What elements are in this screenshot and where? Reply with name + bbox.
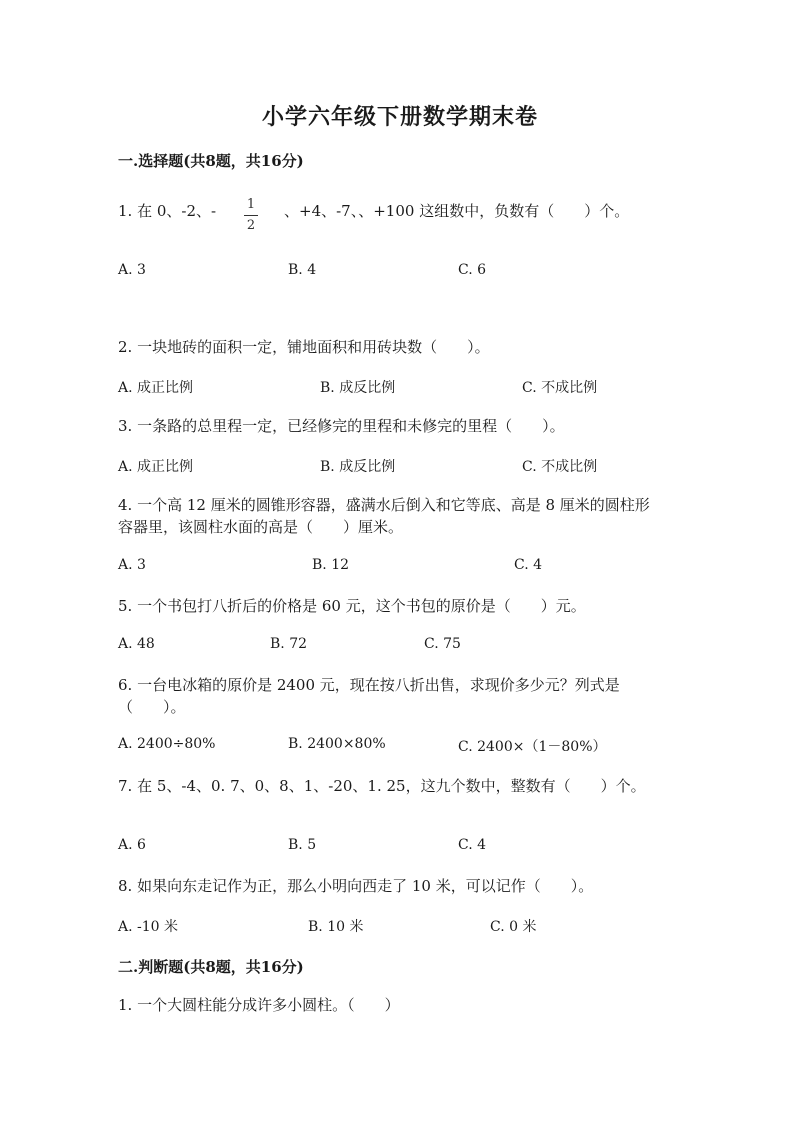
q7-option-b: B. 5 (288, 837, 317, 853)
judgement-question-1: 1. 一个大圆柱能分成许多小圆柱。（ ） (118, 996, 400, 1014)
question-6-line-2: （ ）。 (118, 698, 186, 716)
q8-option-a: A. -10 米 (118, 919, 179, 935)
q5-option-a: A. 48 (118, 636, 155, 652)
section-heading-choice: 一.选择题(共8题，共16分) (118, 152, 304, 170)
q2-option-a: A. 成正比例 (118, 380, 194, 396)
q1-option-a: A. 3 (118, 262, 146, 278)
q6-option-c: C. 2400×（1－80%） (458, 739, 607, 755)
q3-option-b: B. 成反比例 (320, 459, 396, 475)
question-1-suffix: 、+4、-7、、+100 这组数中，负数有（ ）个。 (284, 202, 630, 220)
q4-option-b: B. 12 (312, 557, 350, 573)
question-4-line-2: 容器里，该圆柱水面的高是（ ）厘米。 (118, 518, 404, 536)
fraction-numerator: 1 (246, 197, 256, 212)
q7-option-c: C. 4 (458, 837, 487, 853)
question-8: 8. 如果向东走记作为正，那么小明向西走了 10 米，可以记作（ ）。 (118, 877, 594, 895)
q8-option-b: B. 10 米 (308, 919, 364, 935)
fraction-bar (244, 215, 258, 216)
q8-option-c: C. 0 米 (490, 919, 537, 935)
question-6-line-1: 6. 一台电冰箱的原价是 2400 元，现在按八折出售，求现价多少元？列式是 (118, 676, 620, 694)
q4-option-c: C. 4 (514, 557, 543, 573)
q1-option-b: B. 4 (288, 262, 317, 278)
fraction-denominator: 2 (246, 218, 256, 233)
q7-option-a: A. 6 (118, 837, 146, 853)
q3-option-c: C. 不成比例 (522, 459, 598, 475)
question-4-line-1: 4. 一个高 12 厘米的圆锥形容器，盛满水后倒入和它等底、高是 8 厘米的圆柱形 (118, 496, 650, 514)
q4-option-a: A. 3 (118, 557, 146, 573)
page-title: 小学六年级下册数学期末卷 (261, 104, 538, 130)
q3-option-a: A. 成正比例 (118, 459, 194, 475)
section-heading-judgement: 二.判断题(共8题，共16分) (118, 958, 304, 976)
question-3: 3. 一条路的总里程一定，已经修完的里程和未修完的里程（ ）。 (118, 417, 565, 435)
question-7: 7. 在 5、-4、0. 7、0、8、1、-20、1. 25，这九个数中，整数有（ ）个。 (118, 777, 646, 795)
q2-option-c: C. 不成比例 (522, 380, 598, 396)
q2-option-b: B. 成反比例 (320, 380, 396, 396)
q6-option-a: A. 2400÷80% (118, 736, 216, 752)
question-1-prefix: 1. 在 0、-2、- (118, 202, 217, 220)
question-2: 2. 一块地砖的面积一定，铺地面积和用砖块数（ ）。 (118, 338, 490, 356)
q5-option-c: C. 75 (424, 636, 461, 652)
question-5: 5. 一个书包打八折后的价格是 60 元，这个书包的原价是（ ）元。 (118, 597, 586, 615)
q1-option-c: C. 6 (458, 262, 487, 278)
q5-option-b: B. 72 (270, 636, 308, 652)
fraction-one-half (244, 198, 258, 233)
q6-option-b: B. 2400×80% (288, 736, 386, 752)
